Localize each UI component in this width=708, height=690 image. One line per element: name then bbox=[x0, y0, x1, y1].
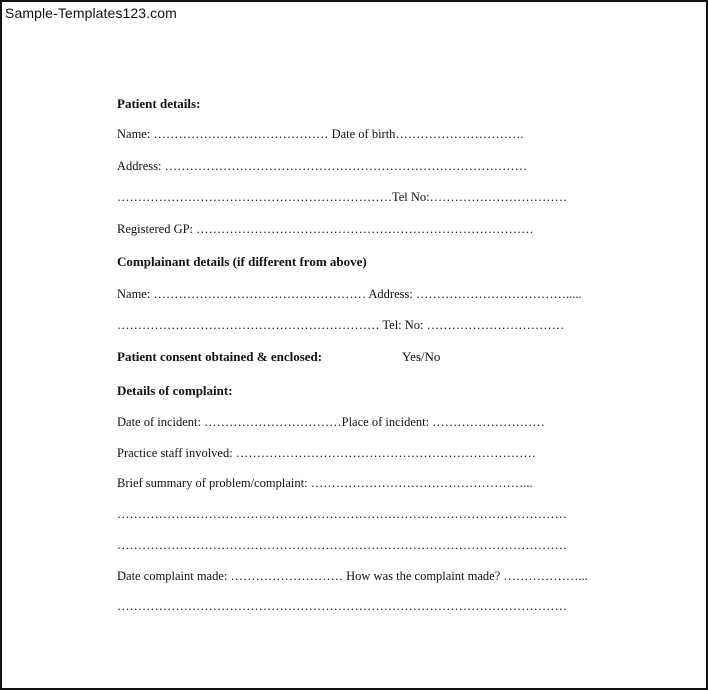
patient-address-line: Address: …………………………………………………………………………… bbox=[117, 159, 528, 173]
patient-tel-line: …………………………………………………………Tel No:…………………………… bbox=[117, 190, 568, 204]
complaint-details-heading: Details of complaint: bbox=[117, 383, 233, 398]
complainant-tel-line: ……………………………………………………… Tel: No: …………………………… bbox=[117, 318, 565, 332]
patient-consent-heading: Patient consent obtained & enclosed: bbox=[117, 349, 323, 364]
consent-value: Yes/No bbox=[402, 349, 441, 364]
complaint-summary-line: Brief summary of problem/complaint: ……………………………………………... bbox=[117, 476, 533, 490]
staff-involved-line: Practice staff involved: ……………………………………………………………… bbox=[117, 446, 536, 460]
incident-date-place-line: Date of incident: ……………………………Place of incident: ……………………… bbox=[117, 415, 545, 429]
patient-name-dob-line: Name: …………………………………… Date of birth…………………………. bbox=[117, 127, 524, 141]
complainant-details-heading: Complainant details (if different from above) bbox=[117, 254, 367, 269]
complaint-form bbox=[2, 2, 706, 688]
blank-dotted-line-1: ……………………………………………………………………………………………… bbox=[117, 507, 567, 521]
blank-dotted-line-3: ……………………………………………………………………………………………… bbox=[117, 599, 567, 613]
registered-gp-line: Registered GP: ……………………………………………………………………… bbox=[117, 222, 534, 236]
patient-details-heading: Patient details: bbox=[117, 96, 201, 111]
complainant-name-address-line: Name: …………………………………………… Address: ………………………………..... bbox=[117, 287, 582, 301]
blank-dotted-line-2: ……………………………………………………………………………………………… bbox=[117, 538, 567, 552]
watermark-text: Sample-Templates123.com bbox=[5, 5, 177, 21]
date-complaint-made-line: Date complaint made: ……………………… How was the complaint made? ………………... bbox=[117, 569, 588, 583]
